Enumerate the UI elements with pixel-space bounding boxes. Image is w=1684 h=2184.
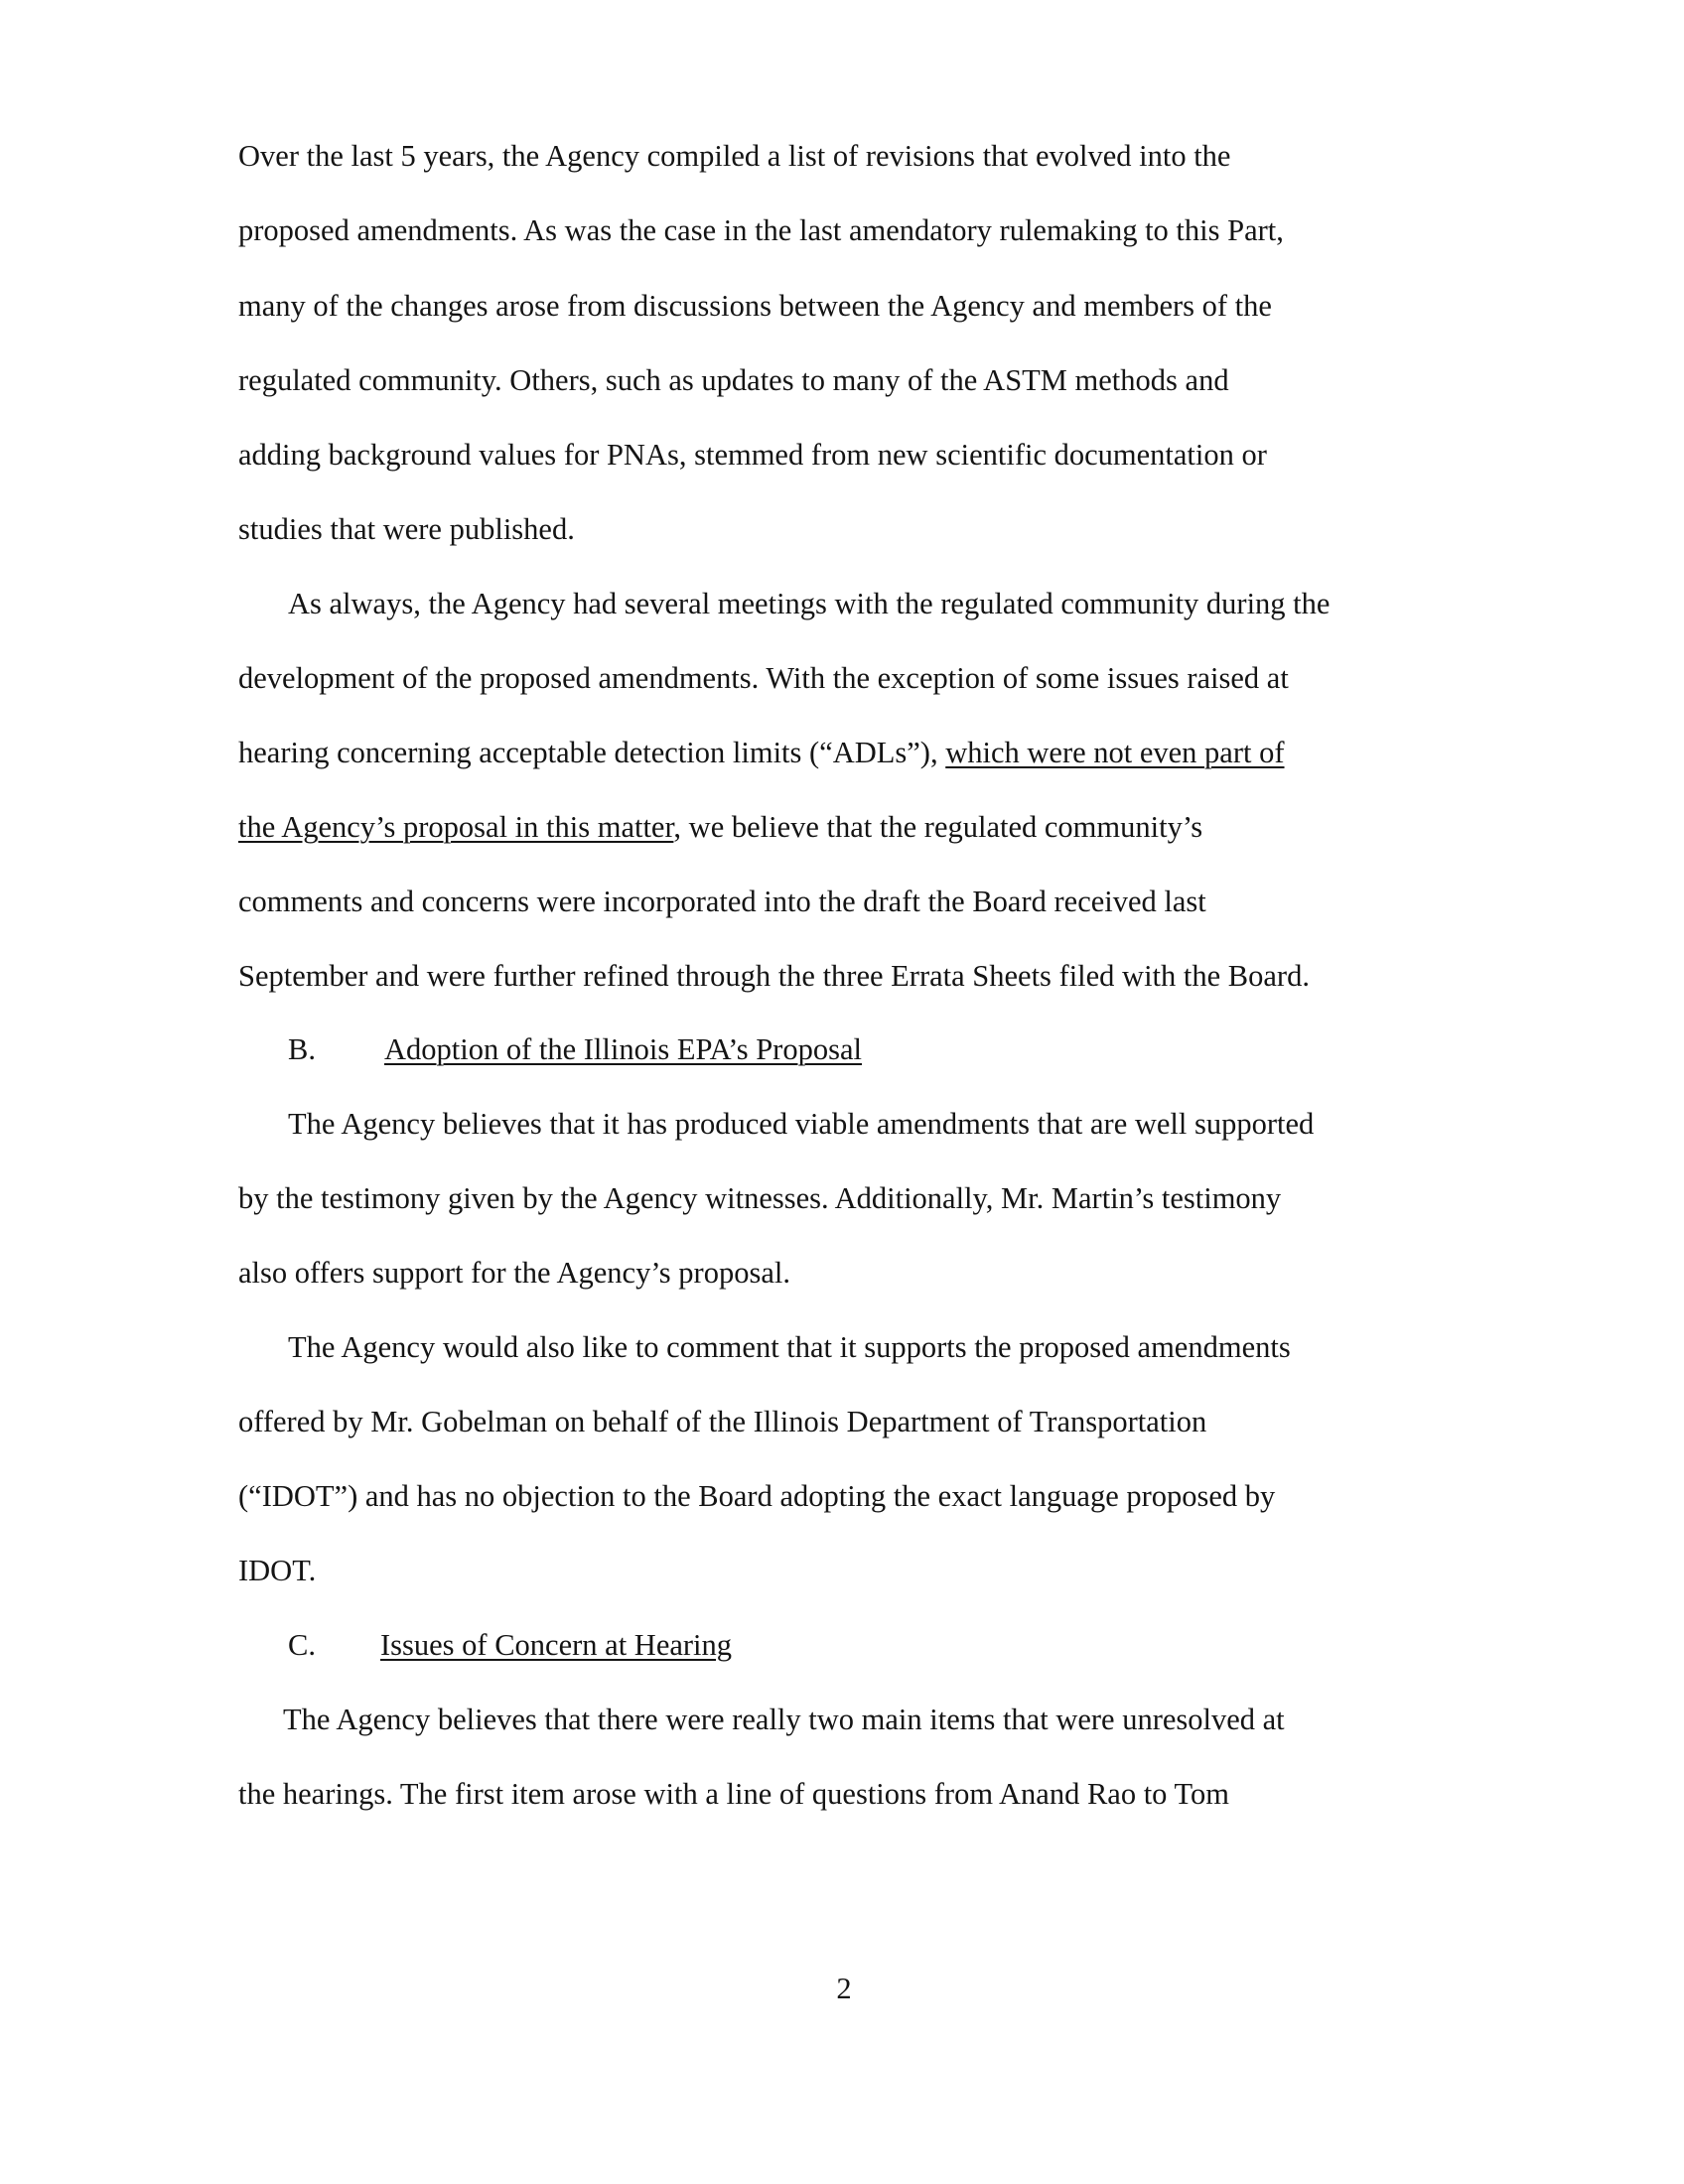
section-c-letter: C. [288,1628,316,1662]
paragraph-4-line-2: offered by Mr. Gobelman on behalf of the Illinois Department of Transportation [238,1405,1207,1438]
paragraph-4-line-4: IDOT. [238,1554,317,1587]
paragraph-2-line-3-underlined: which were not even part of [945,736,1285,769]
paragraph-2-line-5: comments and concerns were incorporated into the draft the Board received last [238,885,1206,918]
paragraph-2-line-2: development of the proposed amendments. With the exception of some issues raised at [238,661,1289,695]
paragraph-3-line-2: by the testimony given by the Agency witnesses. Additionally, Mr. Martin’s testimony [238,1181,1282,1215]
paragraph-2-line-4-underlined: the Agency’s proposal in this matter [238,810,674,844]
paragraph-1-line-2: proposed amendments. As was the case in the last amendatory rulemaking to this Part, [238,213,1284,247]
paragraph-1-line-1: Over the last 5 years, the Agency compiled a list of revisions that evolved into the [238,139,1231,173]
paragraph-5-line-2: the hearings. The first item arose with a line of questions from Anand Rao to Tom [238,1777,1229,1811]
paragraph-2-line-4 [238,812,1202,843]
paragraph-2-line-3 [238,738,1285,768]
paragraph-2-line-4-plain: , we believe that the regulated community’s [673,810,1203,844]
section-c-title: Issues of Concern at Hearing [380,1628,733,1662]
paragraph-2-line-3-plain: hearing concerning acceptable detection limits (“ADLs”), [238,736,946,769]
paragraph-3-line-1: The Agency believes that it has produced viable amendments that are well supported [288,1107,1315,1141]
paragraph-1-line-3: many of the changes arose from discussions between the Agency and members of the [238,289,1272,323]
paragraph-5-line-1: The Agency believes that there were really two main items that were unresolved at [283,1703,1285,1736]
paragraph-3-line-3: also offers support for the Agency’s proposal. [238,1256,790,1290]
paragraph-2-line-1: As always, the Agency had several meetings with the regulated community during the [288,587,1331,620]
paragraph-1-line-5: adding background values for PNAs, stemmed from new scientific documentation or [238,438,1267,472]
paragraph-1-line-4: regulated community. Others, such as updates to many of the ASTM methods and [238,363,1229,397]
paragraph-4-line-3: (“IDOT”) and has no objection to the Board adopting the exact language proposed by [238,1479,1276,1513]
page-number: 2 [836,1972,852,2005]
paragraph-2-line-6: September and were further refined through the three Errata Sheets filed with the Board. [238,959,1310,993]
section-b-title: Adoption of the Illinois EPA’s Proposal [384,1032,862,1066]
paragraph-1-line-6: studies that were published. [238,512,575,546]
section-b-letter: B. [288,1032,316,1066]
paragraph-4-line-1: The Agency would also like to comment that it supports the proposed amendments [288,1330,1291,1364]
